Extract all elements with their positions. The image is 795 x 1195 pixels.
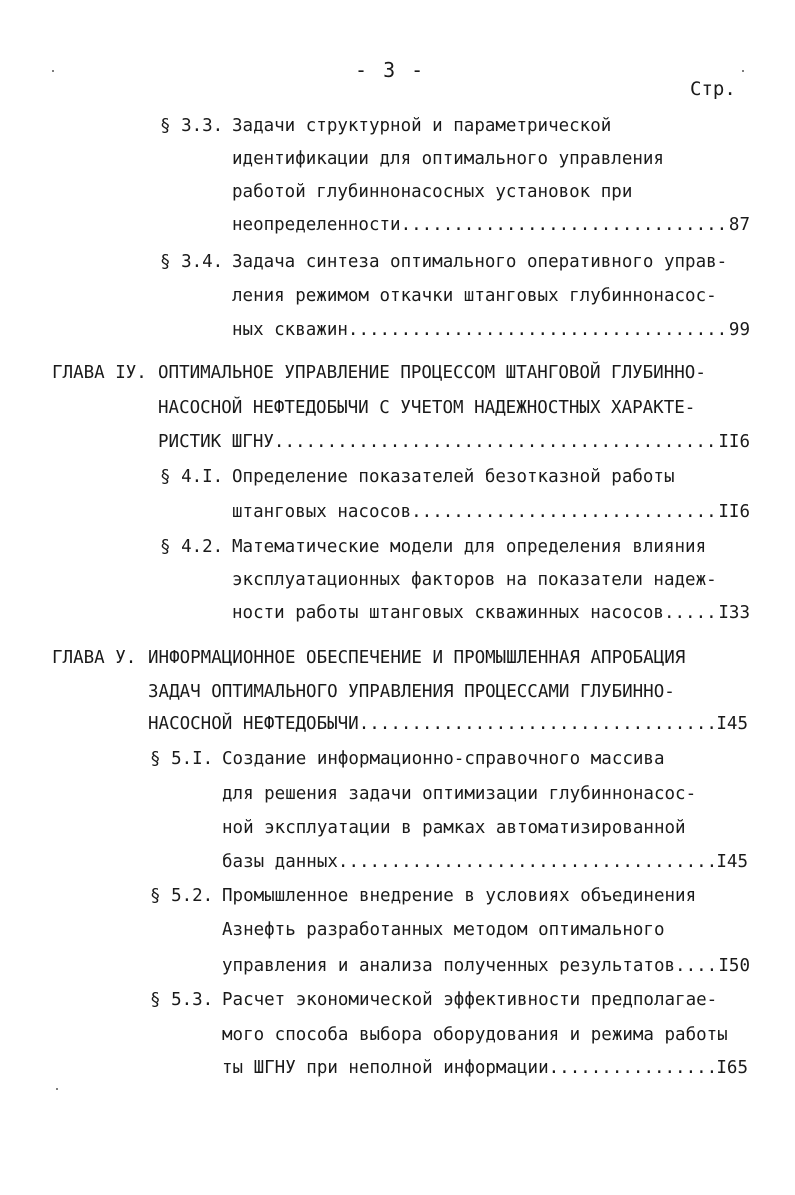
- toc-entry-marker: § 4.I.: [160, 467, 224, 487]
- dot-leader: [338, 852, 716, 872]
- toc-entry-text: управления и анализа полученных результатов: [222, 956, 676, 976]
- chapter-title-text: РИСТИК ШГНУ: [158, 432, 274, 452]
- toc-entry-text: штанговых насосов: [232, 502, 412, 522]
- toc-page-number: II6: [718, 502, 750, 522]
- page-number: - 3 -: [355, 58, 426, 82]
- toc-entry-marker: § 3.3.: [160, 116, 224, 136]
- toc-page-number: I33: [718, 603, 750, 623]
- toc-entry-text: неопределенности: [232, 215, 401, 235]
- toc-page-number: I65: [716, 1058, 748, 1078]
- toc-entry-leader-line[interactable]: [148, 714, 748, 734]
- toc-entry-text: эксплуатационных факторов на показатели надеж-: [232, 570, 717, 590]
- toc-entry-leader-line[interactable]: [232, 215, 750, 235]
- dot-leader: [274, 432, 718, 452]
- toc-entry-text: ности работы штанговых скважинных насосов: [232, 603, 664, 623]
- toc-page-number: 99: [728, 320, 750, 340]
- toc-entry-text: Промышленное внедрение в условиях объединения: [222, 886, 697, 906]
- toc-entry-marker: § 5.I.: [150, 749, 214, 769]
- toc-page-number: II6: [718, 432, 750, 452]
- chapter-marker: ГЛАВА IУ.: [52, 363, 147, 383]
- dot-leader: [348, 320, 729, 340]
- toc-entry-marker: § 4.2.: [160, 537, 224, 557]
- toc-entry-marker: § 5.3.: [150, 990, 214, 1010]
- toc-entry-text: Азнефть разработанных методом оптимального: [222, 920, 665, 940]
- toc-entry-text: Математические модели для определения влияния: [232, 537, 707, 557]
- chapter-title-text: ИНФОРМАЦИОННОЕ ОБЕСПЕЧЕНИЕ И ПРОМЫШЛЕННАЯ АПРОБАЦИЯ: [148, 648, 686, 668]
- dot-leader: [359, 714, 717, 734]
- toc-entry-marker: § 3.4.: [160, 252, 224, 272]
- toc-entry-text: ных скважин: [232, 320, 348, 340]
- toc-entry-leader-line[interactable]: [222, 852, 748, 872]
- toc-entry-leader-line[interactable]: [158, 432, 750, 452]
- toc-entry-text: Создание информационно-справочного массива: [222, 749, 665, 769]
- dot-leader: [411, 502, 718, 522]
- toc-entry-marker: § 5.2.: [150, 886, 214, 906]
- toc-page-number: 87: [728, 215, 750, 235]
- toc-entry-leader-line[interactable]: [222, 956, 750, 976]
- dot-leader: [675, 956, 718, 976]
- toc-entry-text: Задачи структурной и параметрической: [232, 116, 612, 136]
- dot-leader: [664, 603, 718, 623]
- toc-page-number: I45: [716, 852, 748, 872]
- toc-page-number: I45: [716, 714, 748, 734]
- chapter-title-text: ЗАДАЧ ОПТИМАЛЬНОГО УПРАВЛЕНИЯ ПРОЦЕССАМИ ГЛУБИННО-: [148, 682, 675, 702]
- scan-speck: [56, 1088, 58, 1090]
- toc-entry-text: Задача синтеза оптимального оперативного управ-: [232, 252, 728, 272]
- toc-entry-text: ной эксплуатации в рамках автоматизированной: [222, 818, 686, 838]
- toc-entry-text: ления режимом откачки штанговых глубиннонасос-: [232, 286, 717, 306]
- toc-entry-leader-line[interactable]: [232, 603, 750, 623]
- chapter-title-text: НАСОСНОЙ НЕФТЕДОБЫЧИ: [148, 714, 359, 734]
- toc-page-number: I50: [718, 956, 750, 976]
- scan-speck: [52, 70, 54, 72]
- chapter-marker: ГЛАВА У.: [52, 648, 137, 668]
- toc-entry-text: базы данных: [222, 852, 338, 872]
- toc-entry-text: Определение показателей безотказной работы: [232, 467, 675, 487]
- page-column-label: Стр.: [690, 78, 736, 100]
- toc-entry-text: идентификации для оптимального управления: [232, 149, 664, 169]
- toc-entry-leader-line[interactable]: [232, 320, 750, 340]
- toc-entry-leader-line[interactable]: [222, 1058, 748, 1078]
- toc-entry-text: для решения задачи оптимизации глубиннонасос-: [222, 784, 697, 804]
- toc-entry-leader-line[interactable]: [232, 502, 750, 522]
- toc-entry-text: Расчет экономической эффективности предполагае-: [222, 990, 718, 1010]
- chapter-title-text: НАСОСНОЙ НЕФТЕДОБЫЧИ С УЧЕТОМ НАДЕЖНОСТНЫХ ХАРАКТЕ-: [158, 398, 696, 418]
- dot-leader: [549, 1058, 717, 1078]
- toc-entry-text: мого способа выбора оборудования и режима работы: [222, 1025, 728, 1045]
- toc-entry-text: работой глубиннонасосных установок при: [232, 182, 633, 202]
- scan-speck: [742, 70, 744, 72]
- toc-entry-text: ты ШГНУ при неполной информации: [222, 1058, 549, 1078]
- dot-leader: [401, 215, 729, 235]
- chapter-title-text: ОПТИМАЛЬНОЕ УПРАВЛЕНИЕ ПРОЦЕССОМ ШТАНГОВОЙ ГЛУБИННО-: [158, 363, 706, 383]
